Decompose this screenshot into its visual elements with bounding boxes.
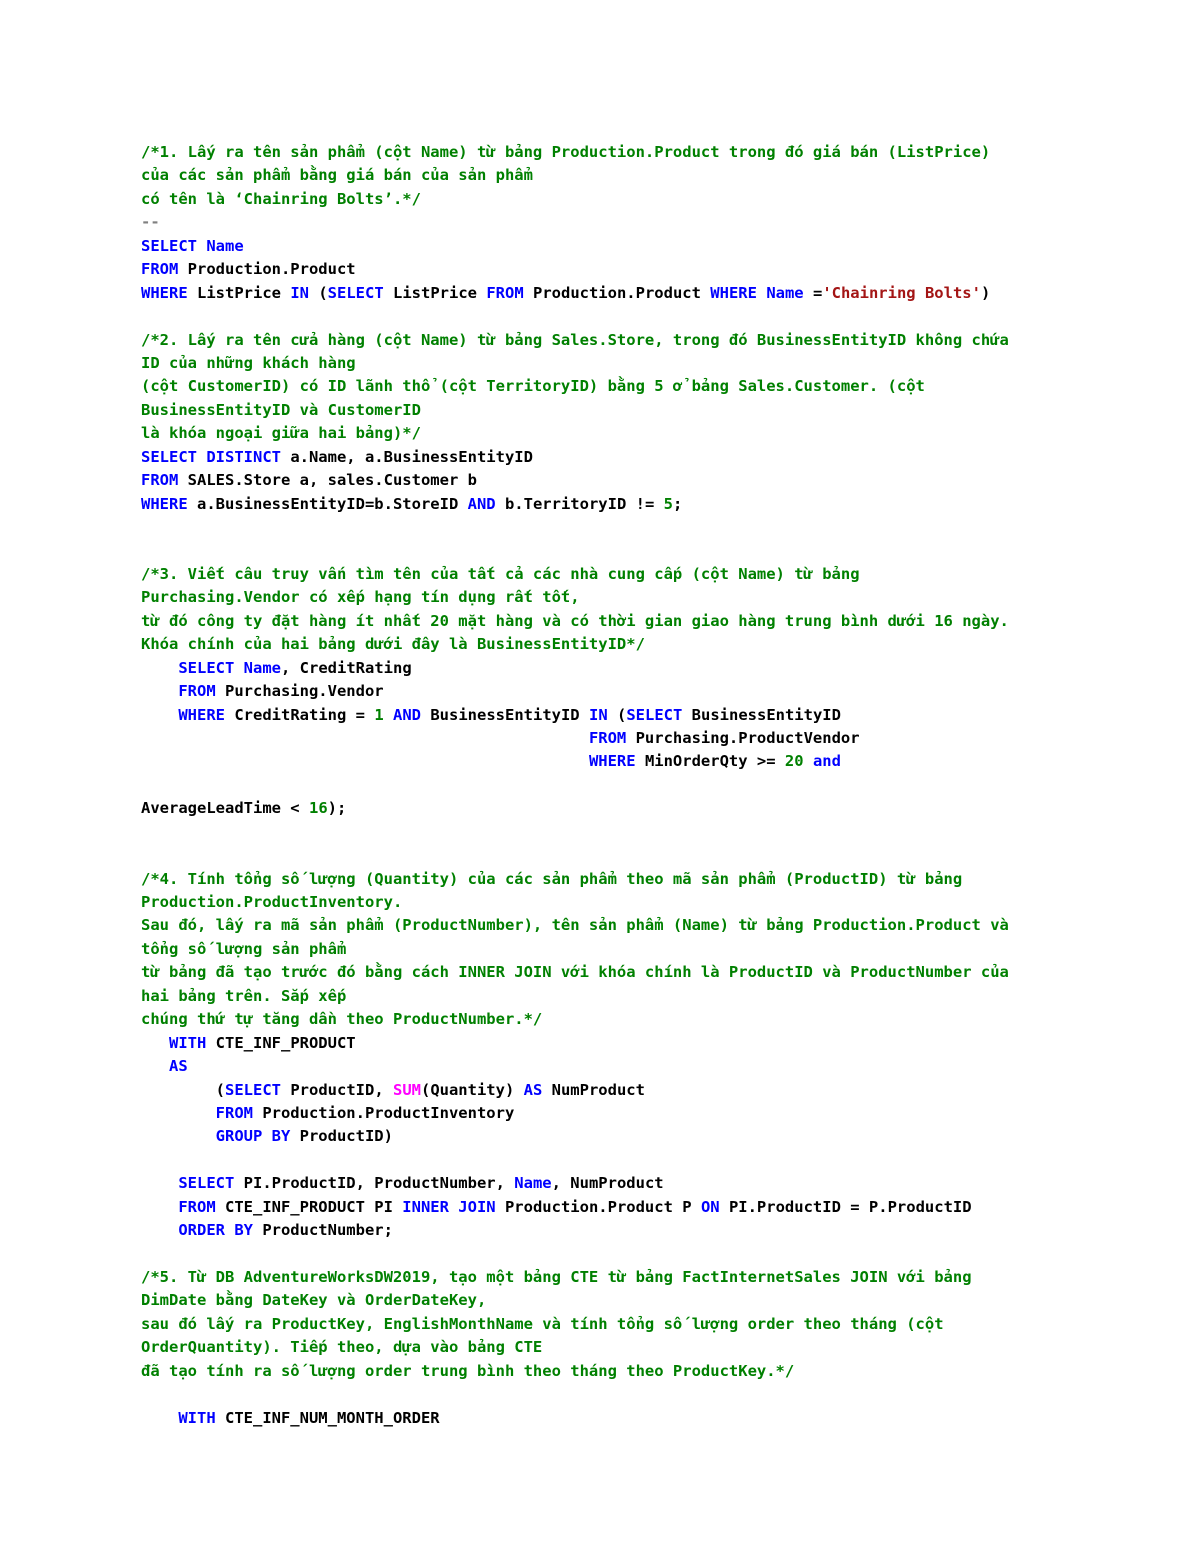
code-text: PI.ProductID = P.ProductID [719,1197,972,1216]
code-text: AverageLeadTime < [141,799,309,818]
code-line [141,141,1141,164]
code-line [141,1289,1141,1312]
code-text: Purchasing.ProductVendor [626,728,860,747]
code-line [141,610,1141,633]
code-text [141,1198,178,1216]
code-line [141,891,1141,914]
code-text [141,1034,169,1052]
code-line [141,961,1141,984]
keyword-text: AS [169,1057,188,1076]
code-line [141,211,1141,234]
code-line [141,352,1141,375]
code-line [141,1407,1141,1430]
code-line [141,258,1141,281]
comment-text: của các sản phẩm bằng giá bán của sản phẩm [141,166,533,185]
keyword-text: WHERE [141,494,188,513]
number-text: 20 [784,752,804,771]
code-text: (Quantity) [420,1080,524,1099]
code-line [141,727,1141,750]
keyword-text: INNER JOIN [402,1197,496,1216]
code-text [141,1104,216,1122]
code-line [141,1079,1141,1102]
code-line [141,1360,1141,1383]
comment-text: Production.ProductInventory. [141,893,403,911]
code-text: ( [607,705,627,724]
comment-text: /*5. Từ DB AdventureWorksDW2019, tạo một bảng CTE từ bảng FactInternetSales JOIN với bảng [141,1268,972,1286]
comment-text: ID của những khách hàng [141,353,356,372]
code-text: a.BusinessEntityID=b.StoreID [187,494,468,513]
code-text [804,752,813,770]
comment-text: tổng số lượng sản phẩm [141,939,347,958]
separator-text: -- [141,213,160,232]
code-text: MinOrderQty >= [635,752,785,771]
code-text: b.TerritoryID != [495,494,664,513]
keyword-text: AS [523,1080,543,1099]
keyword-text: ON [700,1197,720,1216]
comment-text: chúng thứ tự tăng dần theo ProductNumber.*/ [141,1010,543,1029]
code-line [141,1219,1141,1242]
keyword-text: FROM [486,283,524,302]
code-line [141,1032,1141,1055]
keyword-text: SELECT DISTINCT [141,447,281,466]
code-line [141,399,1141,422]
string-text: 'Chainring Bolts' [822,283,981,302]
number-text: 16 [308,799,328,818]
comment-text: đã tạo tính ra số lượng order trung bình theo tháng theo ProductKey.*/ [141,1361,795,1380]
code-line [141,188,1141,211]
code-text: ( [141,1080,225,1099]
comment-text: từ đó công ty đặt hàng ít nhất 20 mặt hàng và có thời gian giao hàng trung bình dưới 16 ngày. [141,611,1009,630]
comment-text: Khóa chính của hai bảng dưới đây là BusinessEntityID*/ [141,635,645,654]
comment-text: là khóa ngoại giữa hai bảng)*/ [141,424,421,443]
comment-text: /*4. Tính tổng số lượng (Quantity) của các sản phẩm theo mã sản phẩm (ProductID) từ bảng [141,869,963,888]
code-line [141,329,1141,352]
code-text: ; [672,494,683,513]
code-text: PI.ProductID, ProductNumber, [234,1174,515,1193]
code-text [141,659,178,677]
comment-text: sau đó lấy ra ProductKey, EnglishMonthName và tính tổng số lượng order theo tháng (cột [141,1314,944,1333]
code-text: ListPrice [383,283,487,302]
keyword-text: FROM [588,728,627,747]
keyword-text: AND [467,494,496,513]
comment-text: /*3. Viết câu truy vấn tìm tên của tất cả các nhà cung cấp (cột Name) từ bảng [141,564,860,583]
code-text: Production.Product [178,260,356,279]
code-text [141,1409,178,1427]
code-line [141,375,1141,398]
comment-text: OrderQuantity). Tiếp theo, dựa vào bảng CTE [141,1338,543,1357]
code-line [141,539,1141,562]
keyword-text: FROM [178,1197,216,1216]
keyword-text: Name [206,236,244,255]
comment-text: Purchasing.Vendor có xếp hạng tín dụng rất tốt, [141,588,580,607]
code-line [141,1313,1141,1336]
function-text: SUM [392,1080,421,1099]
code-line [141,1336,1141,1359]
code-line [141,844,1141,867]
keyword-text: Name [766,283,804,302]
code-text: Production.Product P [495,1197,701,1216]
code-text: ProductNumber; [252,1221,393,1240]
code-line [141,1055,1141,1078]
code-line [141,469,1141,492]
keyword-text: FROM [215,1103,253,1122]
keyword-text: Name [243,658,281,677]
code-line [141,680,1141,703]
keyword-text: IN [290,283,309,302]
code-line [141,1243,1141,1266]
code-line [141,516,1141,539]
code-text [141,682,178,700]
code-text: ProductID) [290,1127,393,1146]
code-text: BusinessEntityID [421,705,589,724]
code-line [141,985,1141,1008]
code-line [141,1266,1141,1289]
code-text [757,284,766,302]
keyword-text: WHERE [588,752,636,771]
comment-text: BusinessEntityID và CustomerID [141,400,421,419]
code-line [141,868,1141,891]
keyword-text: SELECT [327,283,384,302]
comment-text: /*2. Lấy ra tên cửa hàng (cột Name) từ bảng Sales.Store, trong đó BusinessEntityID không chứa [141,330,1009,349]
keyword-text: GROUP BY [215,1127,291,1146]
code-text [234,659,243,677]
code-text: , NumProduct [551,1174,664,1193]
comment-text: /*1. Lấy ra tên sản phẩm (cột Name) từ bảng Production.Product trong đó giá bán (ListPrice) [141,143,991,161]
code-text: ListPrice [187,283,291,302]
keyword-text: FROM [178,682,216,701]
keyword-text: WHERE [710,283,757,302]
code-line [141,1196,1141,1219]
keyword-text: SELECT [178,658,235,677]
code-text: , CreditRating [281,658,412,677]
keyword-text: SELECT [225,1080,281,1099]
code-line [141,1102,1141,1125]
keyword-text: WITH [178,1408,216,1427]
code-line [141,563,1141,586]
keyword-text: AND [393,705,421,724]
keyword-text: SELECT [178,1174,235,1193]
code-text: ProductID, [281,1080,393,1099]
code-text: Purchasing.Vendor [215,682,384,701]
keyword-text: ORDER BY [178,1221,253,1240]
code-line [141,282,1141,305]
keyword-text: FROM [141,471,179,490]
code-text: ( [309,283,328,302]
code-text: NumProduct [542,1080,645,1099]
code-text: CTE_INF_PRODUCT PI [215,1197,403,1216]
comment-text: từ bảng đã tạo trước đó bằng cách INNER JOIN với khóa chính là ProductID và ProductNumber của [141,963,1009,982]
keyword-text: and [812,752,841,771]
code-line [141,938,1141,961]
keyword-text: IN [588,705,608,724]
number-text: 1 [374,705,384,724]
keyword-text: WHERE [141,283,188,302]
code-text [141,706,178,724]
code-line [141,657,1141,680]
keyword-text: FROM [141,260,179,279]
code-line [141,1149,1141,1172]
code-text [141,729,589,747]
keyword-text: Name [514,1174,552,1193]
code-line [141,586,1141,609]
comment-text: Sau đó, lấy ra mã sản phẩm (ProductNumber), tên sản phẩm (Name) từ bảng Production.Product và [141,916,1009,935]
code-line [141,914,1141,937]
comment-text: (cột CustomerID) có ID lãnh thổ (cột TerritoryID) bằng 5 ở bảng Sales.Customer. (cột [141,377,925,396]
keyword-text: SELECT [626,705,683,724]
code-text [197,237,206,255]
code-text: ) [980,283,991,302]
code-line [141,774,1141,797]
code-text [141,1127,216,1145]
number-text: 5 [663,494,673,513]
code-text: Production.Product [523,283,711,302]
keyword-text: WHERE [178,705,225,724]
sql-code-block [141,141,1141,1430]
code-line [141,164,1141,187]
code-text: BusinessEntityID [682,705,841,724]
comment-text: có tên là ‘Chainring Bolts’.*/ [141,189,421,208]
code-line [141,750,1141,773]
code-line [141,1125,1141,1148]
code-line [141,446,1141,469]
code-text: CTE_INF_PRODUCT [206,1033,356,1052]
code-text: CTE_INF_NUM_MONTH_ORDER [215,1408,440,1427]
keyword-text: WITH [169,1033,207,1052]
keyword-text: SELECT [141,236,197,255]
code-line [141,633,1141,656]
comment-text: hai bảng trên. Sắp xếp [141,986,347,1005]
code-line [141,305,1141,328]
code-text [141,1221,178,1239]
code-line [141,797,1141,820]
code-text: ); [327,799,347,818]
code-line [141,493,1141,516]
code-text: = [803,283,823,302]
code-text [141,1174,178,1192]
code-text: Production.ProductInventory [252,1103,515,1122]
code-line [141,1383,1141,1406]
code-line [141,235,1141,258]
code-text: a.Name, a.BusinessEntityID [280,447,533,466]
code-text [141,1057,169,1075]
code-line [141,422,1141,445]
code-text [384,706,393,724]
comment-text: DimDate bằng DateKey và OrderDateKey, [141,1291,487,1310]
code-line [141,1008,1141,1031]
code-line [141,1172,1141,1195]
code-text: SALES.Store a, sales.Customer b [178,471,477,490]
code-line [141,821,1141,844]
code-line [141,704,1141,727]
code-text [141,752,589,770]
code-text: CreditRating = [225,705,375,724]
